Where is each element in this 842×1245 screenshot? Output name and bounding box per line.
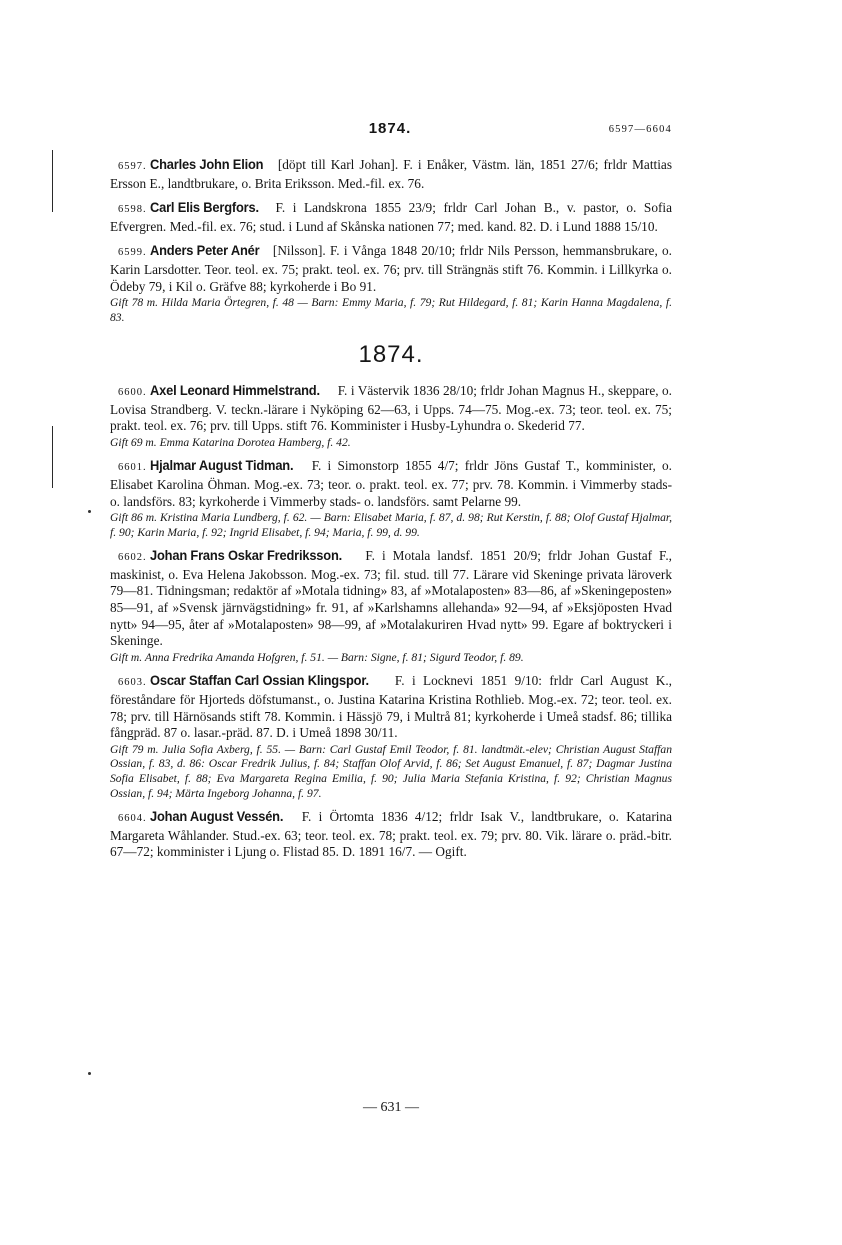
entry-name: Johan Frans Oskar Fredriksson. <box>149 547 342 564</box>
entry-body: [Nilsson]. F. i Vånga 1848 20/10; frldr Nils Persson, hemmansbrukare, o. Karin Larsdotter. Teor. teol. ex. 75; prakt. teol. ex. 76; prv. till Strängnäs stift 76. Kommin. i Lillkyrka o. Ödeby 79, i Kil o. Gräfve 88; kyrkoherde i Bo 91. <box>110 243 672 294</box>
entry-number: 6602. <box>118 552 147 564</box>
running-head-year: 1874. <box>368 120 412 137</box>
entry-name: Johan August Vessén. <box>149 808 283 825</box>
entry-body: F. i Motala landsf. 1851 20/9; frldr Johan Gustaf F., maskinist, o. Eva Helena Jakobsson. Mog.-ex. 73; fil. stud. till 77. Lärare vid Skeninge privata läroverk 79—81. Tidningsman; redaktör af »Motala tidning» 83, af »Motalaposten» 83—86, af »Skeningeposten» 85—91, af »Svensk järnvägstidning» fr. 91, af »Karlshamns allehanda» 92—94, af »Eksjöposten Hvad nytt» 94—95, åter af »Motalaposten» 98—99, af »Motalakuriren Hvad nytt» 99. Egare af boktryckeri i Skeninge. <box>110 548 672 649</box>
entry-name: Oscar Staffan Carl Ossian Klingspor. <box>149 672 369 689</box>
entry-name: Hjalmar August Tidman. <box>149 457 294 474</box>
entry-body: F. i Örtomta 1836 4/12; frldr Isak V., landtbrukare, o. Katarina Margareta Wåhlander. Stud.-ex. 63; teor. teol. ex. 78; prakt. teol. ex. 79; prv. 80. Vik. lärare o. präd.-bitr. 67—72; komminister i Ljung o. Flistad 85. D. 1891 16/7. — Ogift. <box>110 809 672 860</box>
section-year: 1874. <box>358 341 424 369</box>
running-head-range: 6597—6604 <box>608 124 672 135</box>
entry <box>110 457 672 540</box>
running-head <box>110 120 670 142</box>
entry-number: 6600. <box>118 386 147 398</box>
entry-family: Gift 78 m. Hilda Maria Örtegren, f. 48 — Barn: Emmy Maria, f. 79; Rut Hildegard, f. 81; Karin Hanna Magdalena, f. 83. <box>110 296 672 324</box>
entry-number: 6598. <box>118 204 147 216</box>
content <box>110 156 672 868</box>
entry-body: F. i Västervik 1836 28/10; frldr Johan Magnus H., skeppare, o. Lovisa Strandberg. V. teckn.-lärare i Nyköping 62—63, i Upps. 74—75. Mog.-ex. 73; teor. teol. ex. 75; prakt. teol. ex. 76; prv. till Upps. stift 76. Komminister i Husby-Lyhundra o. Skederid 77. <box>110 382 672 434</box>
entry-name: Carl Elis Bergfors. <box>149 199 259 216</box>
entry-name: Axel Leonard Himmelstrand. <box>149 381 320 398</box>
entry <box>110 808 672 861</box>
margin-rule <box>52 426 53 488</box>
entry <box>110 547 672 665</box>
entry-number: 6597. <box>118 161 147 172</box>
entry-body: F. i Simonstorp 1855 4/7; frldr Jöns Gustaf T., komminister, o. Elisabet Karolina Öhman. Mog.-ex. 73; teor. o. prakt. teol. ex. 77; prv. 78. Kommin. i Vimmerby stads- o. landsförs. 83; kyrkoherde i Vimmerby stads- o. landsförs. samt Pelarne 99. <box>110 458 672 509</box>
entry-number: 6604. <box>118 813 147 825</box>
entry-family: Gift 86 m. Kristina Maria Lundberg, f. 62. — Barn: Elisabet Maria, f. 87, d. 98; Rut Kerstin, f. 88; Olof Gustaf Hjalmar, f. 90; Karin Maria, f. 92; Ingrid Elisabet, f. 94; Maria, f. 99, d. 99. <box>110 511 672 539</box>
entry-list-top <box>110 156 672 325</box>
entry-family: Gift 79 m. Julia Sofia Axberg, f. 55. — Barn: Carl Gustaf Emil Teodor, f. 81. landtmät.-elev; Christian August Staffan Ossian, f. 83, d. 86: Oscar Fredrik Julius, f. 84; Staffan Olof Arvid, f. 86; Set August Emanuel, f. 87; Dagmar Justina Sofia Elisabet, f. 88; Eva Margareta Regina Emilia, f. 90; Julia Maria Stefania Kristina, f. 92; Christian Magnus Ossian, f. 94; Märta Ingeborg Johanna, f. 97. <box>110 742 672 800</box>
entry <box>110 156 672 192</box>
entry <box>110 199 672 235</box>
entry <box>110 242 672 325</box>
entry-family: Gift m. Anna Fredrika Amanda Hofgren, f. 51. — Barn: Signe, f. 81; Sigurd Teodor, f. 89. <box>110 650 524 664</box>
entry-name: Anders Peter Anér <box>149 242 260 259</box>
entry <box>110 672 672 801</box>
entry-body: F. i Locknevi 1851 9/10: frldr Carl August K., föreståndare för Hjorteds döfstumanst., o. Justina Katarina Kristina Rothlieb. Mog.-ex. 72; teor. teol. ex. 78; prv. till Härnösands stift 78. Kommin. i Hässjö 79, i Multrå 81; kyrkoherde i Umeå stadsf. 86; tillika fångpräd. 87 o. lasar.-präd. 87. D. i Umeå 1898 30/11. <box>110 673 672 741</box>
entry-number: 6599. <box>118 247 147 259</box>
print-speck <box>88 510 91 513</box>
entry-name: Charles John Elion <box>149 156 263 172</box>
entry-number: 6601. <box>118 462 147 474</box>
margin-rule <box>52 150 53 212</box>
entry-list-bottom <box>110 382 672 861</box>
entry-family: Gift 69 m. Emma Katarina Dorotea Hamberg, f. 42. <box>110 435 351 449</box>
print-speck <box>88 1072 91 1075</box>
page-number: — 631 — <box>363 1100 419 1115</box>
entry-number: 6603. <box>118 677 147 689</box>
entry-body: [döpt till Karl Johan]. F. i Enåker, Västm. län, 1851 27/6; frldr Mattias Ersson E., landtbrukare, o. Brita Eriksson. Med.-fil. ex. 76. <box>110 157 672 191</box>
entry <box>110 382 672 450</box>
entry-body: F. i Landskrona 1855 23/9; frldr Carl Johan B., v. pastor, o. Sofia Efvergren. Med.-fil. ex. 76; stud. i Lund af Skånska nationen 77; med. kand. 82. D. i Lund 1888 15/10. <box>110 200 672 234</box>
